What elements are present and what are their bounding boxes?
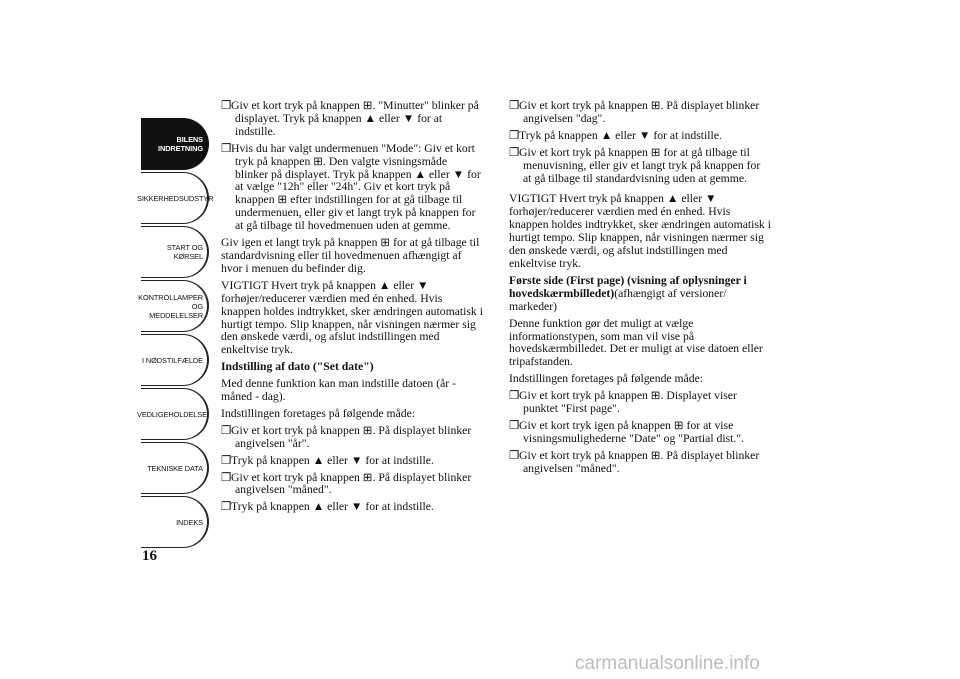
chapter-sidebar — [137, 118, 214, 548]
list-item-text: Giv et kort tryk på knappen ⊞. På displayet blinker angivelsen "år". — [231, 423, 472, 450]
tab-vedligeholdelse[interactable] — [137, 388, 209, 440]
bullet-box-icon: ❐ — [221, 141, 232, 155]
list-item-text: Giv et kort tryk på knappen ⊞. På displayet blinker angivelsen "dag". — [519, 99, 760, 125]
section-heading-wrap — [509, 275, 771, 314]
tab-label: TEKNISKE DATA — [147, 463, 203, 473]
paragraph: Indstillingen foretages på følgende måde: — [509, 372, 704, 386]
bullet-box-icon: ❐ — [221, 470, 232, 484]
list-item — [509, 450, 771, 476]
tab-i-nodstilfaelde[interactable] — [141, 334, 209, 386]
tab-tekniske-data[interactable] — [141, 442, 209, 494]
bullet-box-icon: ❐ — [509, 389, 520, 403]
tab-bilens-indretning[interactable] — [141, 118, 209, 170]
tab-kontrollamper[interactable] — [138, 280, 209, 332]
tab-sikkerhedsudstyr[interactable] — [137, 172, 214, 224]
tab-label: INDEKS — [176, 517, 203, 527]
list-item-text: Tryk på knappen ▲ eller ▼ for at indstille. — [231, 500, 434, 514]
paragraph: Giv igen et langt tryk på knappen ⊞ for at gå tilbage til standardvisning eller til hovedmenuen afhængigt af hvor i menuen du befinder dig. — [221, 236, 480, 275]
tab-start-og-korsel[interactable] — [141, 226, 209, 278]
paragraph-vigtigt: VIGTIGT Hvert tryk på knappen ▲ eller ▼ forhøjer/reducerer værdien med én enhed. Hvis knappen holdes indtrykket, sker ændringen automatisk i hurtigt tempo. Slip knappen, når visningen nærmer sig den ønskede værdi, og afslut indstillingen med enkeltvise tryk. — [509, 192, 771, 270]
bullet-box-icon: ❐ — [509, 145, 520, 159]
bullet-box-icon: ❐ — [509, 418, 520, 432]
bullet-box-icon: ❐ — [221, 423, 232, 437]
paragraph: Denne funktion gør det muligt at vælge informationstypen, som man vil vise på hovedskærmbilledet. Det er muligt at vise datoen eller tripafstanden. — [509, 316, 763, 369]
list-item-text: Tryk på knappen ▲ eller ▼ for at indstille. — [519, 128, 722, 142]
text-column-left — [221, 100, 483, 518]
list-item — [221, 425, 483, 451]
paragraph: Indstillingen foretages på følgende måde: — [221, 406, 416, 420]
tab-label: VEDLIGEHOLDELSE — [137, 409, 207, 419]
tab-label: BILENS INDRETNING — [158, 135, 203, 153]
bullet-box-icon: ❐ — [221, 500, 232, 514]
list-item — [509, 100, 771, 126]
list-item — [509, 390, 771, 416]
page-number: 16 — [142, 548, 157, 564]
list-item — [509, 147, 771, 186]
tab-label: I NØDSTILFÆLDE — [141, 355, 203, 365]
section-heading-suffix: (afhængigt af versioner/ markeder) — [509, 286, 727, 313]
tab-label: KONTROLLAMPER OG MEDDELELSER — [138, 292, 203, 320]
section-heading: Første side (First page) (visning af oplysninger i hovedskærmbilledet) — [509, 273, 747, 300]
list-item — [509, 130, 771, 143]
tab-indeks[interactable] — [141, 496, 209, 548]
list-item-text: Giv et kort tryk på knappen ⊞ for at gå tilbage til menuvisning, eller giv et langt tryk på knappen for at gå tilbage til standardvisning uden at gemme. — [519, 145, 761, 185]
bullet-box-icon: ❐ — [509, 99, 520, 112]
list-item — [509, 420, 771, 446]
tab-label: START OG KØRSEL — [166, 243, 203, 261]
list-item-text: Hvis du har valgt undermenuen "Mode": Giv et kort tryk på knappen ⊞. Den valgte visningsmåde blinker på displayet. Tryk på knappen ▲ eller ▼ for at vælge "12h" eller "24h". Giv et kort tryk på knappen ⊞ efter indstillingen for at gå tilbage til undermenuen, eller giv et langt tryk på knappen for at gå tilbage til hovedmenuen uden at gemme. — [231, 141, 481, 233]
paragraph: Med denne funktion kan man indstille datoen (år - måned - dag). — [221, 377, 456, 404]
bullet-box-icon: ❐ — [221, 99, 232, 112]
bullet-box-icon: ❐ — [509, 128, 520, 142]
section-heading: Indstilling af dato ("Set date") — [221, 360, 374, 374]
watermark: carmanualsonline.info — [575, 653, 760, 674]
paragraph-vigtigt: VIGTIGT Hvert tryk på knappen ▲ eller ▼ forhøjer/reducerer værdien med én enhed. Hvis knappen holdes indtrykket, sker ændringen automatisk i hurtigt tempo. Slip knappen, når visningen nærmer sig den ønskede værdi, og afslut indstillingen med enkeltvise tryk. — [221, 278, 483, 357]
list-item-text: Giv et kort tryk på knappen ⊞. Displayet viser punktet "First page". — [519, 389, 737, 416]
tab-label: SIKKERHEDSUDSTYR — [137, 193, 214, 203]
list-item — [221, 501, 483, 514]
list-item-text: Giv et kort tryk på knappen ⊞. "Minutter" blinker på displayet. Tryk på knappen ▲ eller ▼ for at indstille. — [231, 99, 479, 138]
list-item — [221, 100, 483, 139]
list-item-text: Giv et kort tryk på knappen ⊞. På displayet blinker angivelsen "måned". — [519, 448, 760, 475]
list-item-text: Tryk på knappen ▲ eller ▼ for at indstille. — [231, 453, 434, 467]
list-item-text: Giv et kort tryk igen på knappen ⊞ for at vise visningsmulighederne "Date" og "Partial dist.". — [519, 418, 744, 445]
list-item — [221, 455, 483, 468]
bullet-box-icon: ❐ — [221, 453, 232, 467]
list-item-text: Giv et kort tryk på knappen ⊞. På displayet blinker angivelsen "måned". — [231, 470, 472, 497]
bullet-box-icon: ❐ — [509, 448, 520, 462]
text-column-right — [509, 100, 771, 480]
list-item — [221, 472, 483, 498]
list-item — [221, 143, 483, 233]
